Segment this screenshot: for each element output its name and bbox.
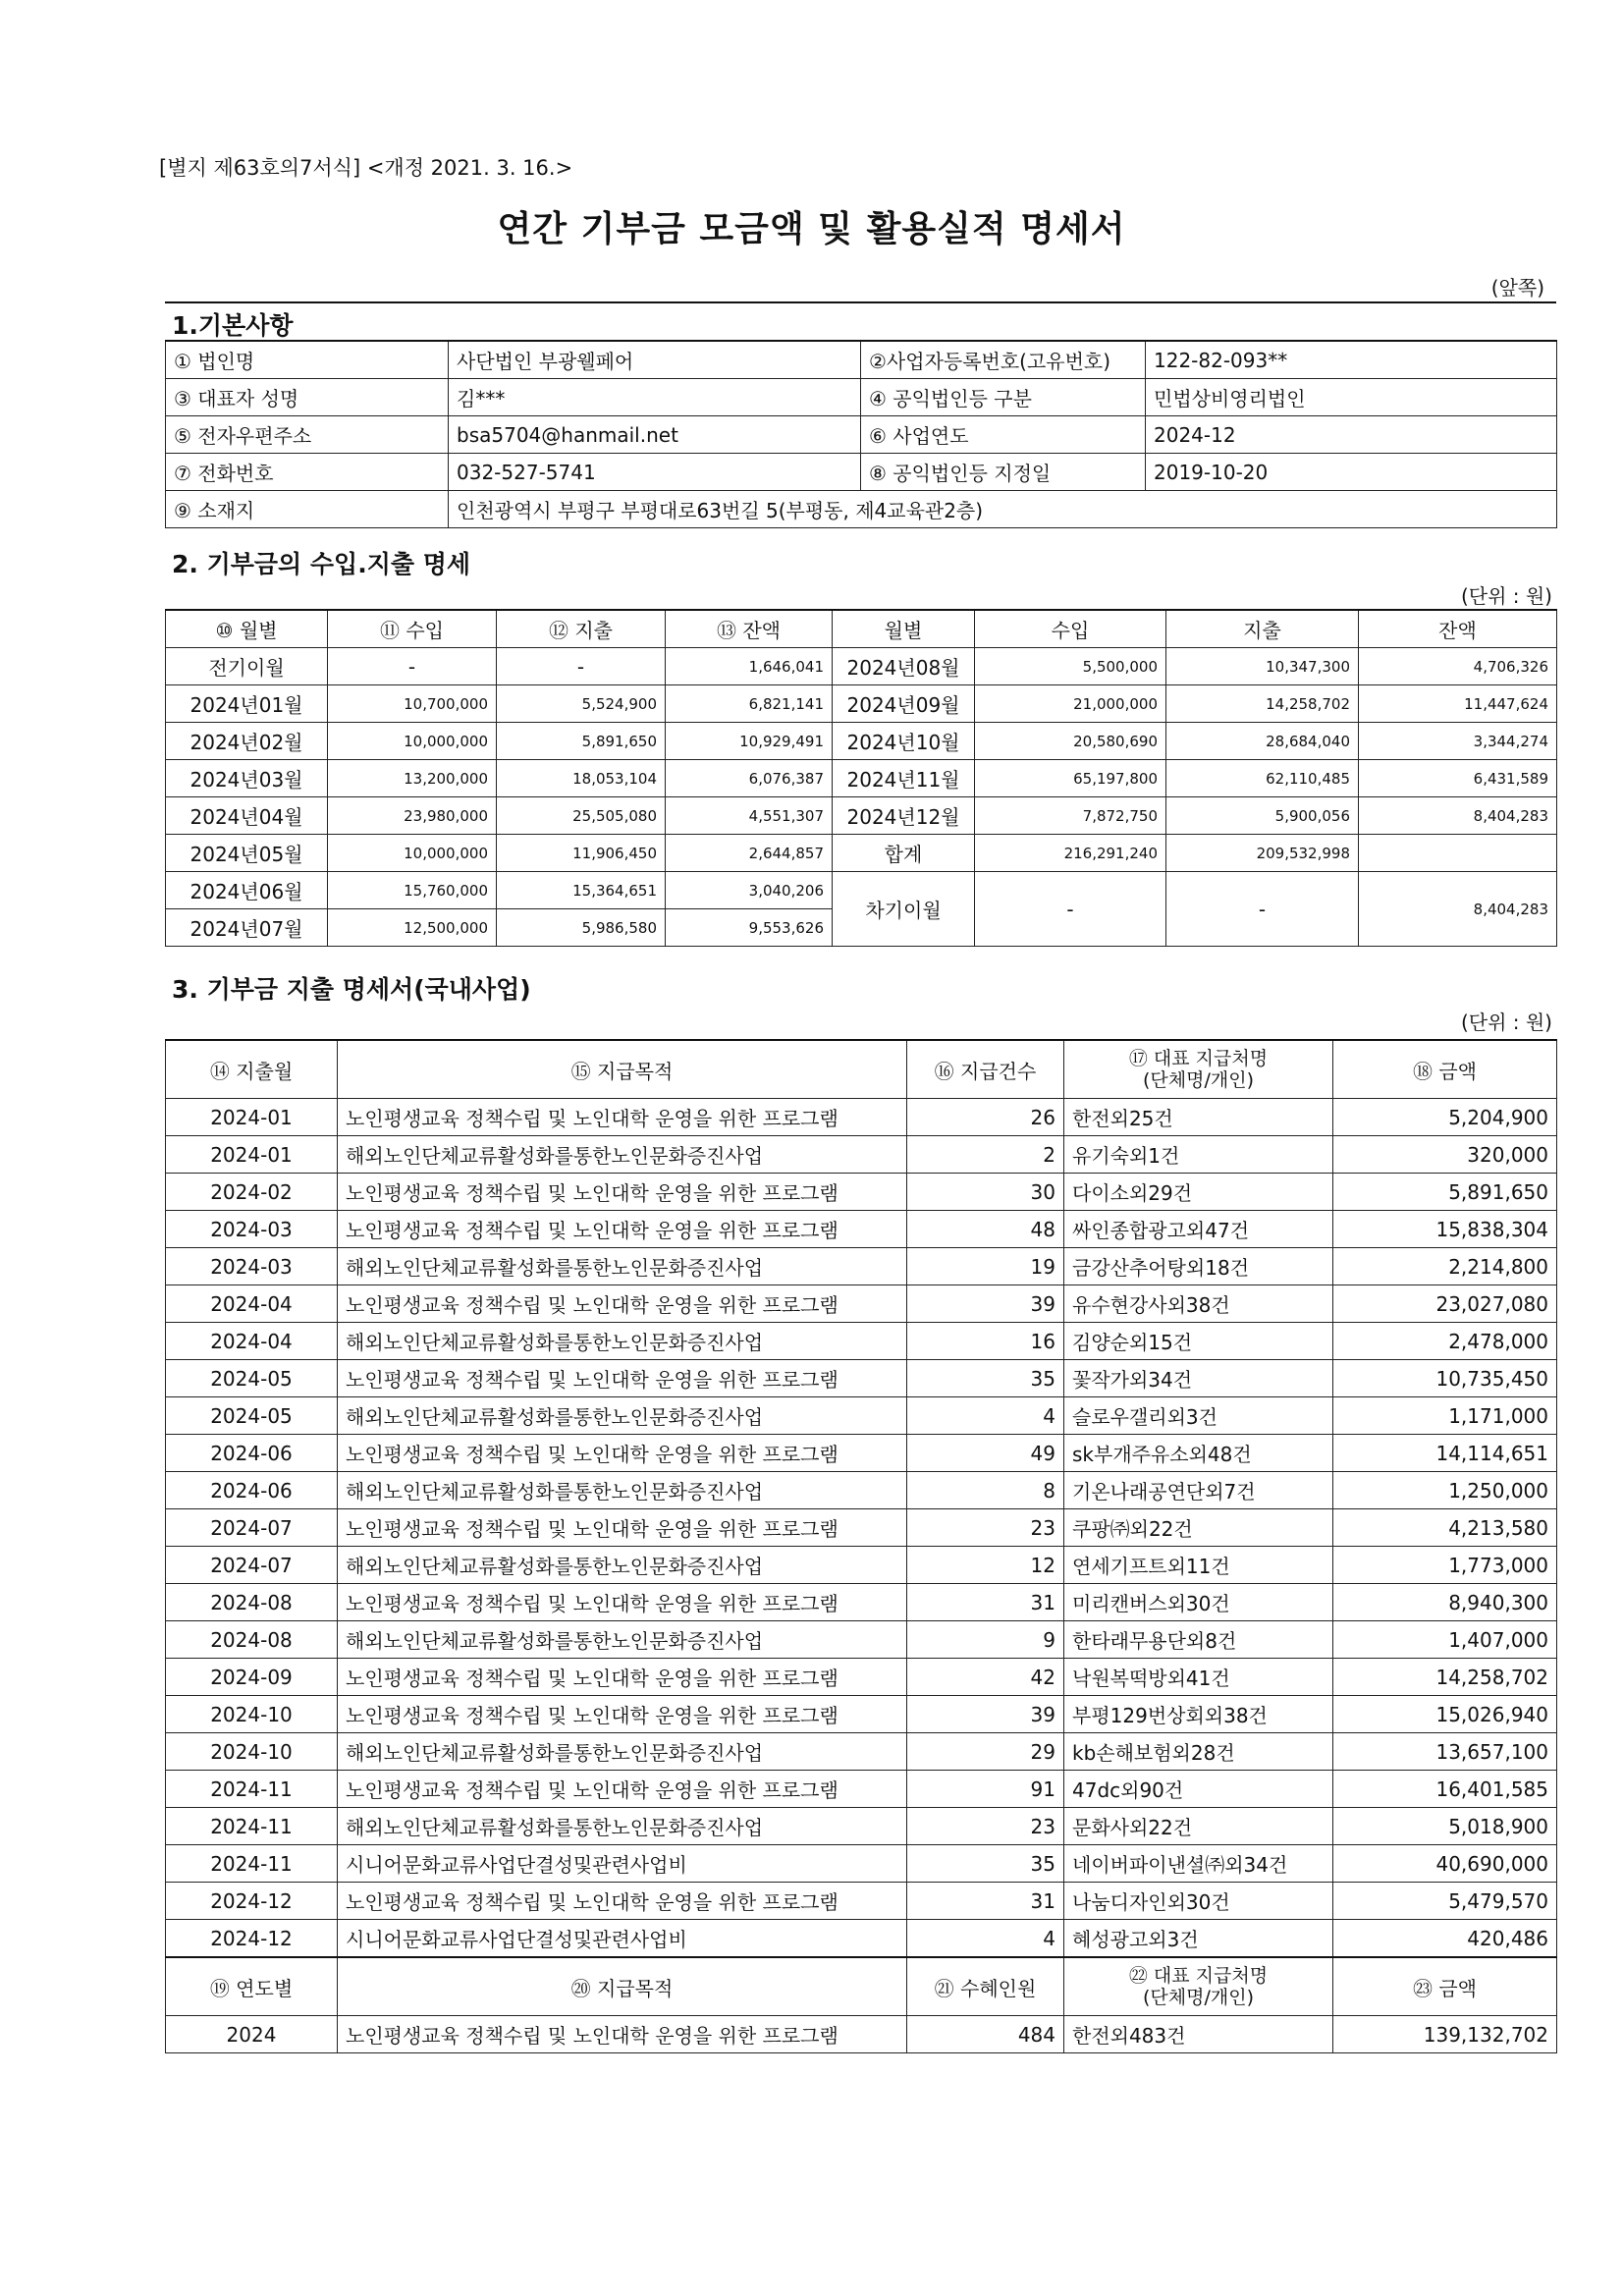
expense-row bbox=[166, 1211, 1557, 1248]
expense-count: 9 bbox=[907, 1621, 1064, 1659]
income-value: 20,580,690 bbox=[975, 723, 1166, 760]
expense-purpose: 노인평생교육 정책수립 및 노인대학 운영을 위한 프로그램 bbox=[338, 1285, 907, 1323]
expense-month: 2024-07 bbox=[166, 1509, 338, 1547]
balance-value: 4,706,326 bbox=[1359, 648, 1557, 685]
expense-count: 42 bbox=[907, 1659, 1064, 1696]
field-label: ③ 대표자 성명 bbox=[166, 379, 449, 416]
expense-payee: 유기숙외1건 bbox=[1064, 1136, 1333, 1174]
expense-payee: 기온나래공연단외7건 bbox=[1064, 1472, 1333, 1509]
balance-value: 11,447,624 bbox=[1359, 685, 1557, 723]
month-label: 2024년12월 bbox=[833, 797, 975, 835]
expense-month: 2024-12 bbox=[166, 1883, 338, 1920]
expense-purpose: 노인평생교육 정책수립 및 노인대학 운영을 위한 프로그램 bbox=[338, 1174, 907, 1211]
field-value: 2024-12 bbox=[1146, 416, 1557, 454]
expense-amount: 13,657,100 bbox=[1333, 1733, 1557, 1771]
expense-month: 2024-07 bbox=[166, 1547, 338, 1584]
income-value: 10,700,000 bbox=[328, 685, 497, 723]
beneficiary-count: 484 bbox=[907, 2016, 1064, 2053]
column-header: ⑮ 지급목적 bbox=[338, 1040, 907, 1099]
expense-count: 31 bbox=[907, 1883, 1064, 1920]
field-label: ②사업자등록번호(고유번호) bbox=[861, 341, 1146, 379]
expense-amount: 1,407,000 bbox=[1333, 1621, 1557, 1659]
expense-count: 30 bbox=[907, 1174, 1064, 1211]
header-row bbox=[166, 1040, 1557, 1099]
expense-row bbox=[166, 1435, 1557, 1472]
income-value: 15,760,000 bbox=[328, 872, 497, 909]
month-row bbox=[166, 648, 1557, 685]
expense-row bbox=[166, 1547, 1557, 1584]
expense-row bbox=[166, 1845, 1557, 1883]
expense-count: 91 bbox=[907, 1771, 1064, 1808]
expense-payee: 낙원복떡방외41건 bbox=[1064, 1659, 1333, 1696]
expense-payee: 김양순외15건 bbox=[1064, 1323, 1333, 1360]
column-header: ⑭ 지출월 bbox=[166, 1040, 338, 1099]
expense-amount: 1,773,000 bbox=[1333, 1547, 1557, 1584]
income-value: 65,197,800 bbox=[975, 760, 1166, 797]
expense-amount: 2,478,000 bbox=[1333, 1323, 1557, 1360]
expense-payee: 슬로우갤리외3건 bbox=[1064, 1397, 1333, 1435]
expense-amount: 10,735,450 bbox=[1333, 1360, 1557, 1397]
field-value: 민법상비영리법인 bbox=[1146, 379, 1557, 416]
month-label: 2024년02월 bbox=[166, 723, 328, 760]
expense-purpose: 노인평생교육 정책수립 및 노인대학 운영을 위한 프로그램 bbox=[338, 1211, 907, 1248]
expense-payee: 한전외25건 bbox=[1064, 1099, 1333, 1136]
balance-value: 10,929,491 bbox=[666, 723, 833, 760]
info-row bbox=[166, 454, 1557, 491]
expense-row bbox=[166, 1360, 1557, 1397]
income-expense-table bbox=[165, 609, 1557, 947]
income-value: 21,000,000 bbox=[975, 685, 1166, 723]
balance-value: 3,344,274 bbox=[1359, 723, 1557, 760]
month-label: 전기이월 bbox=[166, 648, 328, 685]
month-label: 2024년10월 bbox=[833, 723, 975, 760]
expense-count: 12 bbox=[907, 1547, 1064, 1584]
expense-value: 209,532,998 bbox=[1166, 835, 1359, 872]
expense-payee: kb손해보험외28건 bbox=[1064, 1733, 1333, 1771]
expense-amount: 320,000 bbox=[1333, 1136, 1557, 1174]
expense-month: 2024-03 bbox=[166, 1248, 338, 1285]
expense-purpose: 해외노인단체교류활성화를통한노인문화증진사업 bbox=[338, 1397, 907, 1435]
expense-row bbox=[166, 1397, 1557, 1435]
expense-payee: 유수현강사외38건 bbox=[1064, 1285, 1333, 1323]
expense-purpose: 시니어문화교류사업단결성및관련사업비 bbox=[338, 1920, 907, 1958]
info-row bbox=[166, 416, 1557, 454]
expense-row bbox=[166, 1174, 1557, 1211]
expense-count: 26 bbox=[907, 1099, 1064, 1136]
column-header: ⑬ 잔액 bbox=[666, 610, 833, 648]
month-label: 2024년04월 bbox=[166, 797, 328, 835]
expense-month: 2024-06 bbox=[166, 1435, 338, 1472]
expense-month: 2024-05 bbox=[166, 1360, 338, 1397]
expense-row bbox=[166, 1472, 1557, 1509]
column-header: ⑯ 지급건수 bbox=[907, 1040, 1064, 1099]
expense-payee: 연세기프트외11건 bbox=[1064, 1547, 1333, 1584]
expense-amount: 1,250,000 bbox=[1333, 1472, 1557, 1509]
expense-payee: 싸인종합광고외47건 bbox=[1064, 1211, 1333, 1248]
income-value: 12,500,000 bbox=[328, 909, 497, 947]
expense-purpose: 해외노인단체교류활성화를통한노인문화증진사업 bbox=[338, 1808, 907, 1845]
month-label: 2024년03월 bbox=[166, 760, 328, 797]
month-label: 2024년08월 bbox=[833, 648, 975, 685]
column-header bbox=[1064, 1957, 1333, 2016]
expense-count: 49 bbox=[907, 1435, 1064, 1472]
column-header: 잔액 bbox=[1359, 610, 1557, 648]
expense-purpose: 해외노인단체교류활성화를통한노인문화증진사업 bbox=[338, 1323, 907, 1360]
expense-count: 19 bbox=[907, 1248, 1064, 1285]
expense-purpose: 해외노인단체교류활성화를통한노인문화증진사업 bbox=[338, 1733, 907, 1771]
field-value: 2019-10-20 bbox=[1146, 454, 1557, 491]
field-label: ⑨ 소재지 bbox=[166, 491, 449, 528]
expense-count: 8 bbox=[907, 1472, 1064, 1509]
expense-month: 2024-10 bbox=[166, 1733, 338, 1771]
expense-month: 2024-11 bbox=[166, 1808, 338, 1845]
header-row bbox=[166, 610, 1557, 648]
column-header: ⑱ 금액 bbox=[1333, 1040, 1557, 1099]
expense-payee: 한타래무용단외8건 bbox=[1064, 1621, 1333, 1659]
expense-payee: 금강산추어탕외18건 bbox=[1064, 1248, 1333, 1285]
field-value: bsa5704@hanmail.net bbox=[449, 416, 861, 454]
balance-value: 6,431,589 bbox=[1359, 760, 1557, 797]
expense-payee: 47dc외90건 bbox=[1064, 1771, 1333, 1808]
section-2-unit: (단위 : 원) bbox=[1460, 584, 1552, 608]
expense-purpose: 노인평생교육 정책수립 및 노인대학 운영을 위한 프로그램 bbox=[338, 1360, 907, 1397]
expense-count: 35 bbox=[907, 1845, 1064, 1883]
balance-value: 6,076,387 bbox=[666, 760, 833, 797]
expense-value: 28,684,040 bbox=[1166, 723, 1359, 760]
info-row bbox=[166, 341, 1557, 379]
address-row bbox=[166, 491, 1557, 528]
expense-count: 2 bbox=[907, 1136, 1064, 1174]
carry-balance: 8,404,283 bbox=[1359, 872, 1557, 947]
year-value: 2024 bbox=[166, 2016, 338, 2053]
expense-amount: 8,940,300 bbox=[1333, 1584, 1557, 1621]
month-row bbox=[166, 797, 1557, 835]
expense-amount: 40,690,000 bbox=[1333, 1845, 1557, 1883]
expense-row bbox=[166, 1696, 1557, 1733]
balance-value: 4,551,307 bbox=[666, 797, 833, 835]
expense-count: 23 bbox=[907, 1509, 1064, 1547]
expense-month: 2024-01 bbox=[166, 1136, 338, 1174]
carry-income: - bbox=[975, 872, 1166, 947]
balance-value bbox=[1359, 835, 1557, 872]
expense-purpose: 노인평생교육 정책수립 및 노인대학 운영을 위한 프로그램 bbox=[338, 1659, 907, 1696]
expense-month: 2024-11 bbox=[166, 1771, 338, 1808]
column-header: ⑪ 수입 bbox=[328, 610, 497, 648]
expense-month: 2024-12 bbox=[166, 1920, 338, 1958]
column-header: ⑲ 연도별 bbox=[166, 1957, 338, 2016]
expense-month: 2024-01 bbox=[166, 1099, 338, 1136]
expense-payee: 쿠팡㈜외22건 bbox=[1064, 1509, 1333, 1547]
expense-value: 14,258,702 bbox=[1166, 685, 1359, 723]
header-line: (단체명/개인) bbox=[1143, 1069, 1254, 1091]
expense-purpose: 노인평생교육 정책수립 및 노인대학 운영을 위한 프로그램 bbox=[338, 1099, 907, 1136]
expense-payee: 부평129번상회외38건 bbox=[1064, 1696, 1333, 1733]
expense-amount: 2,214,800 bbox=[1333, 1248, 1557, 1285]
expense-value: 10,347,300 bbox=[1166, 648, 1359, 685]
expense-row bbox=[166, 1771, 1557, 1808]
expense-row bbox=[166, 1883, 1557, 1920]
section-3-unit: (단위 : 원) bbox=[1460, 1011, 1552, 1034]
expense-value: 18,053,104 bbox=[497, 760, 666, 797]
field-value: 사단법인 부광웰페어 bbox=[449, 341, 861, 379]
expense-count: 39 bbox=[907, 1285, 1064, 1323]
field-value: 김*** bbox=[449, 379, 861, 416]
expense-row bbox=[166, 1808, 1557, 1845]
expense-value: 25,505,080 bbox=[497, 797, 666, 835]
header-line: ⑰ 대표 지급처명 bbox=[1128, 1048, 1269, 1069]
expense-amount: 15,026,940 bbox=[1333, 1696, 1557, 1733]
expense-amount: 5,204,900 bbox=[1333, 1099, 1557, 1136]
month-label: 합계 bbox=[833, 835, 975, 872]
expense-purpose: 노인평생교육 정책수립 및 노인대학 운영을 위한 프로그램 bbox=[338, 1771, 907, 1808]
column-header: 지출 bbox=[1166, 610, 1359, 648]
expense-purpose: 노인평생교육 정책수립 및 노인대학 운영을 위한 프로그램 bbox=[338, 1509, 907, 1547]
expense-month: 2024-02 bbox=[166, 1174, 338, 1211]
field-label: ⑦ 전화번호 bbox=[166, 454, 449, 491]
expense-amount: 5,479,570 bbox=[1333, 1883, 1557, 1920]
income-value: 5,500,000 bbox=[975, 648, 1166, 685]
expense-purpose: 노인평생교육 정책수립 및 노인대학 운영을 위한 프로그램 bbox=[338, 1883, 907, 1920]
section-2-heading: 2. 기부금의 수입.지출 명세 bbox=[172, 550, 471, 578]
income-value: 7,872,750 bbox=[975, 797, 1166, 835]
month-label: 2024년11월 bbox=[833, 760, 975, 797]
expense-row bbox=[166, 1509, 1557, 1547]
year-amount: 139,132,702 bbox=[1333, 2016, 1557, 2053]
income-value: 10,000,000 bbox=[328, 723, 497, 760]
expense-purpose: 해외노인단체교류활성화를통한노인문화증진사업 bbox=[338, 1248, 907, 1285]
expense-amount: 16,401,585 bbox=[1333, 1771, 1557, 1808]
front-page-label: (앞쪽) bbox=[1490, 276, 1544, 300]
expense-purpose: 해외노인단체교류활성화를통한노인문화증진사업 bbox=[338, 1472, 907, 1509]
expense-count: 16 bbox=[907, 1323, 1064, 1360]
expense-value: 5,524,900 bbox=[497, 685, 666, 723]
expense-purpose: 해외노인단체교류활성화를통한노인문화증진사업 bbox=[338, 1621, 907, 1659]
expense-row bbox=[166, 1920, 1557, 1958]
expense-row bbox=[166, 1136, 1557, 1174]
expense-purpose: 노인평생교육 정책수립 및 노인대학 운영을 위한 프로그램 bbox=[338, 1696, 907, 1733]
month-row bbox=[166, 723, 1557, 760]
expense-purpose: 해외노인단체교류활성화를통한노인문화증진사업 bbox=[338, 1547, 907, 1584]
carry-expense: - bbox=[1166, 872, 1359, 947]
field-label: ⑧ 공익법인등 지정일 bbox=[861, 454, 1146, 491]
expense-purpose: 시니어문화교류사업단결성및관련사업비 bbox=[338, 1845, 907, 1883]
header-line: ㉒ 대표 지급처명 bbox=[1128, 1965, 1269, 1987]
expense-value: - bbox=[497, 648, 666, 685]
expense-value: 62,110,485 bbox=[1166, 760, 1359, 797]
expense-row bbox=[166, 1659, 1557, 1696]
expense-purpose: 노인평생교육 정책수립 및 노인대학 운영을 위한 프로그램 bbox=[338, 1584, 907, 1621]
balance-value: 2,644,857 bbox=[666, 835, 833, 872]
address-value: 인천광역시 부평구 부평대로63번길 5(부평동, 제4교육관2층) bbox=[449, 491, 1557, 528]
header-line: (단체명/개인) bbox=[1143, 1987, 1254, 2008]
expense-value: 5,891,650 bbox=[497, 723, 666, 760]
expense-row bbox=[166, 1099, 1557, 1136]
income-value: 10,000,000 bbox=[328, 835, 497, 872]
field-value: 032-527-5741 bbox=[449, 454, 861, 491]
expense-month: 2024-06 bbox=[166, 1472, 338, 1509]
expense-amount: 5,891,650 bbox=[1333, 1174, 1557, 1211]
expense-count: 39 bbox=[907, 1696, 1064, 1733]
year-row bbox=[166, 2016, 1557, 2053]
month-label: 2024년05월 bbox=[166, 835, 328, 872]
expense-amount: 4,213,580 bbox=[1333, 1509, 1557, 1547]
expense-amount: 14,258,702 bbox=[1333, 1659, 1557, 1696]
balance-value: 3,040,206 bbox=[666, 872, 833, 909]
expense-row bbox=[166, 1285, 1557, 1323]
field-value: 122-82-093** bbox=[1146, 341, 1557, 379]
month-row bbox=[166, 835, 1557, 872]
column-header: ⑩ 월별 bbox=[166, 610, 328, 648]
expense-payee: 혜성광고외3건 bbox=[1064, 1920, 1333, 1958]
expense-month: 2024-11 bbox=[166, 1845, 338, 1883]
column-header: ㉑ 수혜인원 bbox=[907, 1957, 1064, 2016]
year-purpose: 노인평생교육 정책수립 및 노인대학 운영을 위한 프로그램 bbox=[338, 2016, 907, 2053]
expense-amount: 420,486 bbox=[1333, 1920, 1557, 1958]
expense-payee: 다이소외29건 bbox=[1064, 1174, 1333, 1211]
expense-month: 2024-08 bbox=[166, 1584, 338, 1621]
expense-row bbox=[166, 1621, 1557, 1659]
divider bbox=[165, 301, 1556, 303]
month-row bbox=[166, 760, 1557, 797]
field-label: ⑤ 전자우편주소 bbox=[166, 416, 449, 454]
balance-value: 8,404,283 bbox=[1359, 797, 1557, 835]
carry-label: 차기이월 bbox=[833, 872, 975, 947]
expense-value: 11,906,450 bbox=[497, 835, 666, 872]
info-row bbox=[166, 379, 1557, 416]
expense-purpose: 노인평생교육 정책수립 및 노인대학 운영을 위한 프로그램 bbox=[338, 1435, 907, 1472]
expense-payee: 나눔디자인외30건 bbox=[1064, 1883, 1333, 1920]
expense-count: 48 bbox=[907, 1211, 1064, 1248]
expense-value: 5,986,580 bbox=[497, 909, 666, 947]
section-3-heading: 3. 기부금 지출 명세서(국내사업) bbox=[172, 975, 531, 1004]
field-label: ④ 공익법인등 구분 bbox=[861, 379, 1146, 416]
column-header: ⑫ 지출 bbox=[497, 610, 666, 648]
expense-month: 2024-04 bbox=[166, 1323, 338, 1360]
expense-row bbox=[166, 1733, 1557, 1771]
form-id: [별지 제63호의7서식] <개정 2021. 3. 16.> bbox=[159, 156, 573, 180]
expense-payee: sk부개주유소외48건 bbox=[1064, 1435, 1333, 1472]
basic-info-table bbox=[165, 340, 1557, 528]
field-label: ⑥ 사업연도 bbox=[861, 416, 1146, 454]
expense-count: 35 bbox=[907, 1360, 1064, 1397]
balance-value: 6,821,141 bbox=[666, 685, 833, 723]
section-1-heading: 1.기본사항 bbox=[172, 311, 294, 340]
column-header: 수입 bbox=[975, 610, 1166, 648]
balance-value: 1,646,041 bbox=[666, 648, 833, 685]
expense-value: 5,900,056 bbox=[1166, 797, 1359, 835]
balance-value: 9,553,626 bbox=[666, 909, 833, 947]
expense-payee: 문화사외22건 bbox=[1064, 1808, 1333, 1845]
income-value: 23,980,000 bbox=[328, 797, 497, 835]
column-header bbox=[1064, 1040, 1333, 1099]
expense-payee: 네이버파이낸셜㈜외34건 bbox=[1064, 1845, 1333, 1883]
income-value: 13,200,000 bbox=[328, 760, 497, 797]
expense-amount: 5,018,900 bbox=[1333, 1808, 1557, 1845]
expense-amount: 1,171,000 bbox=[1333, 1397, 1557, 1435]
column-header: ⑳ 지급목적 bbox=[338, 1957, 907, 2016]
expense-row bbox=[166, 1584, 1557, 1621]
expense-month: 2024-05 bbox=[166, 1397, 338, 1435]
expense-amount: 23,027,080 bbox=[1333, 1285, 1557, 1323]
expense-month: 2024-04 bbox=[166, 1285, 338, 1323]
expense-purpose: 해외노인단체교류활성화를통한노인문화증진사업 bbox=[338, 1136, 907, 1174]
expense-count: 23 bbox=[907, 1808, 1064, 1845]
month-row bbox=[166, 685, 1557, 723]
expense-month: 2024-08 bbox=[166, 1621, 338, 1659]
month-row bbox=[166, 872, 1557, 909]
expense-row bbox=[166, 1248, 1557, 1285]
expense-payee: 미리캔버스외30건 bbox=[1064, 1584, 1333, 1621]
month-label: 2024년01월 bbox=[166, 685, 328, 723]
expense-count: 31 bbox=[907, 1584, 1064, 1621]
month-label: 2024년06월 bbox=[166, 872, 328, 909]
expense-row bbox=[166, 1323, 1557, 1360]
column-header: 월별 bbox=[833, 610, 975, 648]
expense-value: 15,364,651 bbox=[497, 872, 666, 909]
expense-count: 29 bbox=[907, 1733, 1064, 1771]
income-value: 216,291,240 bbox=[975, 835, 1166, 872]
expense-detail-table bbox=[165, 1039, 1557, 2053]
header-row bbox=[166, 1957, 1557, 2016]
expense-month: 2024-03 bbox=[166, 1211, 338, 1248]
expense-payee: 꽃작가외34건 bbox=[1064, 1360, 1333, 1397]
page-title: 연간 기부금 모금액 및 활용실적 명세서 bbox=[497, 209, 1126, 249]
expense-amount: 15,838,304 bbox=[1333, 1211, 1557, 1248]
expense-count: 4 bbox=[907, 1920, 1064, 1958]
year-payee: 한전외483건 bbox=[1064, 2016, 1333, 2053]
expense-month: 2024-10 bbox=[166, 1696, 338, 1733]
column-header: ㉓ 금액 bbox=[1333, 1957, 1557, 2016]
income-value: - bbox=[328, 648, 497, 685]
month-label: 2024년07월 bbox=[166, 909, 328, 947]
expense-month: 2024-09 bbox=[166, 1659, 338, 1696]
expense-amount: 14,114,651 bbox=[1333, 1435, 1557, 1472]
expense-count: 4 bbox=[907, 1397, 1064, 1435]
field-label: ① 법인명 bbox=[166, 341, 449, 379]
month-label: 2024년09월 bbox=[833, 685, 975, 723]
